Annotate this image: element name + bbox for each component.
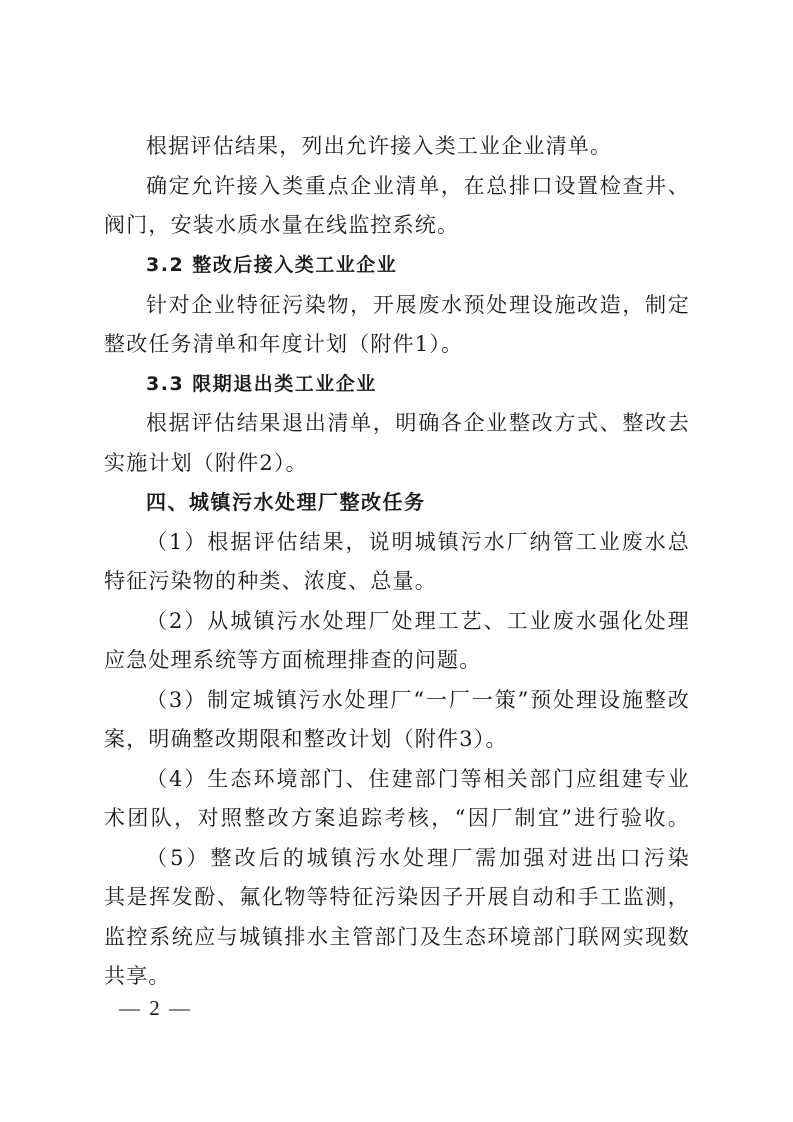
paragraph-line: （2）从城镇污水处理厂处理工艺、工业废水强化处理 (146, 609, 690, 633)
paragraph-line: 特征污染物的种类、浓度、总量。 (104, 569, 437, 593)
paragraph-line: 整改任务清单和年度计划（附件1）。 (104, 332, 464, 356)
section-subheading: 3.3 限期退出类工业企业 (146, 373, 377, 395)
paragraph-line: 针对企业特征污染物，开展废水预处理设施改造，制定 (146, 293, 690, 317)
paragraph-line: 案，明确整改期限和整改计划（附件3）。 (104, 727, 508, 751)
paragraph-line: 术团队，对照整改方案追踪考核，“因厂制宜”进行验收。 (104, 806, 690, 830)
paragraph-line: 根据评估结果，列出允许接入类工业企业清单。 (146, 134, 613, 158)
paragraph-line: 根据评估结果退出清单，明确各企业整改方式、整改去 (146, 411, 690, 435)
paragraph-line: （1）根据评估结果，说明城镇污水厂纳管工业废水总 (146, 530, 690, 554)
section-heading: 四、城镇污水处理厂整改任务 (146, 490, 426, 514)
paragraph-line: （5）整改后的城镇污水处理厂需加强对进出口污染 (146, 846, 690, 870)
paragraph-line: 监控系统应与城镇排水主管部门及生态环境部门联网实现数 (104, 925, 690, 949)
paragraph-line: 其是挥发酚、氟化物等特征污染因子开展自动和手工监测， (104, 885, 690, 909)
page-number: — 2 — (119, 996, 192, 1020)
paragraph-line: （3）制定城镇污水处理厂“一厂一策”预处理设施整改 (146, 688, 690, 712)
paragraph-line: 应急处理系统等方面梳理排查的问题。 (104, 648, 482, 672)
paragraph-line: （4）生态环境部门、住建部门等相关部门应组建专业 (146, 767, 690, 791)
section-subheading: 3.2 整改后接入类工业企业 (146, 254, 398, 276)
paragraph-line: 确定允许接入类重点企业清单，在总排口设置检查井、 (146, 174, 690, 198)
paragraph-line: 阀门，安装水质水量在线监控系统。 (104, 213, 460, 237)
paragraph-line: 共享。 (104, 964, 171, 988)
paragraph-line: 实施计划（附件2）。 (104, 451, 308, 475)
